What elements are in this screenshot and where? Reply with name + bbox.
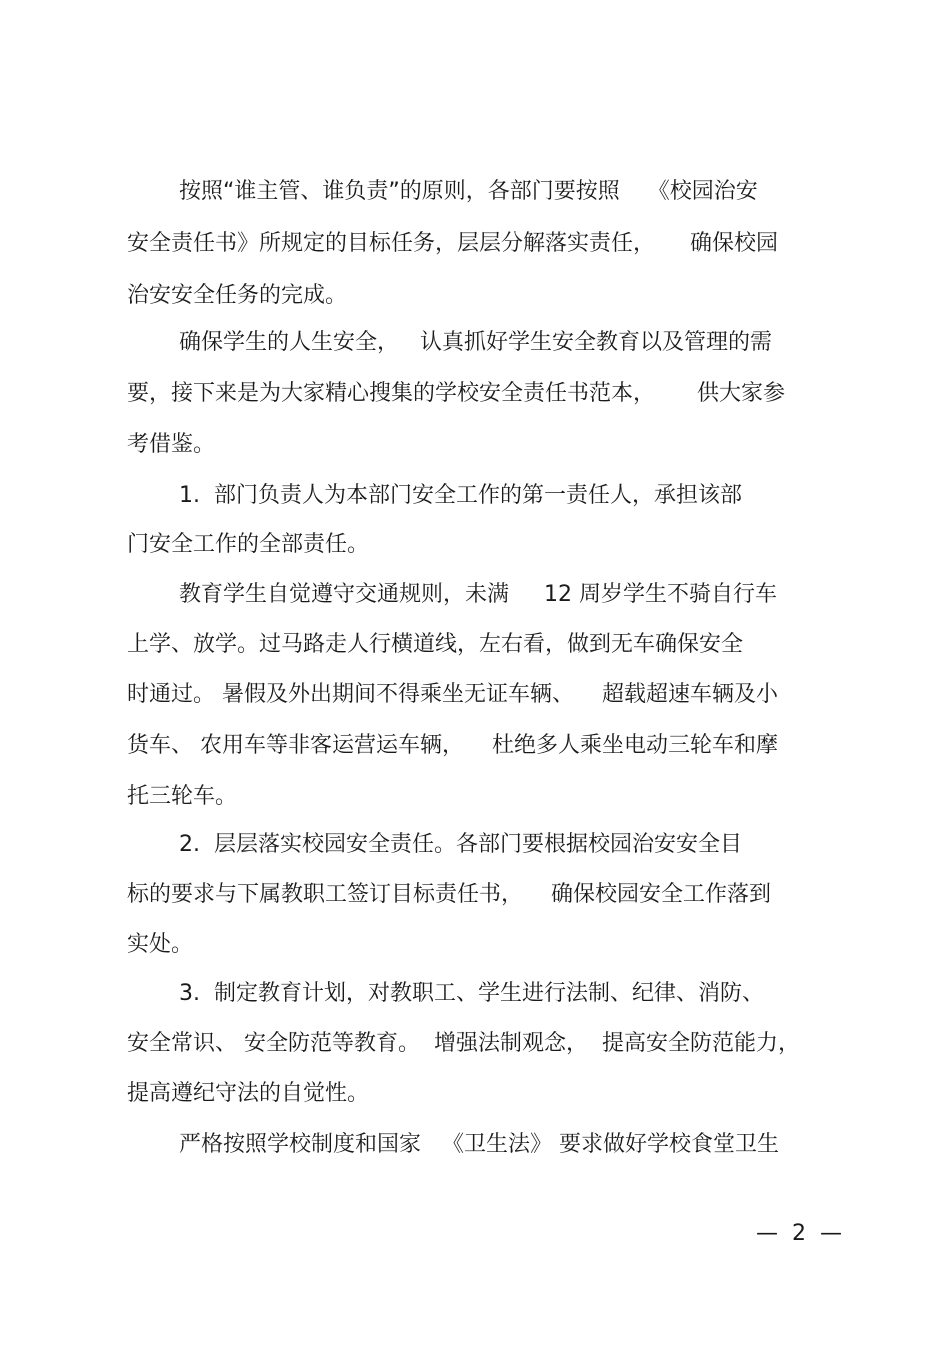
text-line-18: 安全常识、 安全防范等教育。 增强法制观念， 提高安全防范能力， <box>127 1031 800 1056</box>
text-line-6: 考借鉴。 <box>127 432 216 457</box>
text-line-3: 治安安全任务的完成。 <box>127 283 348 308</box>
page-number: — 2 — <box>756 1221 842 1246</box>
text-line-16: 实处。 <box>127 932 194 957</box>
text-line-5: 要，接下来是为大家精心搜集的学校安全责任书范本， 供大家参 <box>127 381 785 406</box>
text-line-10: 上学、放学。过马路走人行横道线，左右看，做到无车确保安全 <box>127 632 744 657</box>
text-line-4: 确保学生的人生安全， 认真抓好学生安全教育以及管理的需 <box>179 330 772 355</box>
text-line-15: 标的要求与下属教职工签订目标责任书， 确保校园安全工作落到 <box>127 882 771 907</box>
text-line-20: 严格按照学校制度和国家 《卫生法》 要求做好学校食堂卫生 <box>179 1132 779 1157</box>
text-line-12: 货车、 农用车等非客运营运车辆， 杜绝多人乘坐电动三轮车和摩 <box>127 733 778 758</box>
text-line-11: 时通过。 暑假及外出期间不得乘坐无证车辆、 超载超速车辆及小 <box>127 682 778 707</box>
text-line-19: 提高遵纪守法的自觉性。 <box>127 1081 370 1106</box>
text-line-8: 门安全工作的全部责任。 <box>127 532 370 557</box>
text-line-2: 安全责任书》所规定的目标任务，层层分解落实责任， 确保校园 <box>127 231 778 256</box>
text-line-7: 1. 部门负责人为本部门安全工作的第一责任人，承担该部 <box>179 483 742 508</box>
text-line-13: 托三轮车。 <box>127 784 238 809</box>
text-line-14: 2. 层层落实校园安全责任。各部门要根据校园治安安全目 <box>179 832 742 857</box>
text-line-1: 按照“谁主管、谁负责”的原则，各部门要按照 《校园治安 <box>179 179 758 204</box>
text-line-9: 教育学生自觉遵守交通规则，未满 12 周岁学生不骑自行车 <box>179 582 777 607</box>
text-line-17: 3. 制定教育计划，对教职工、学生进行法制、纪律、消防、 <box>179 981 764 1006</box>
